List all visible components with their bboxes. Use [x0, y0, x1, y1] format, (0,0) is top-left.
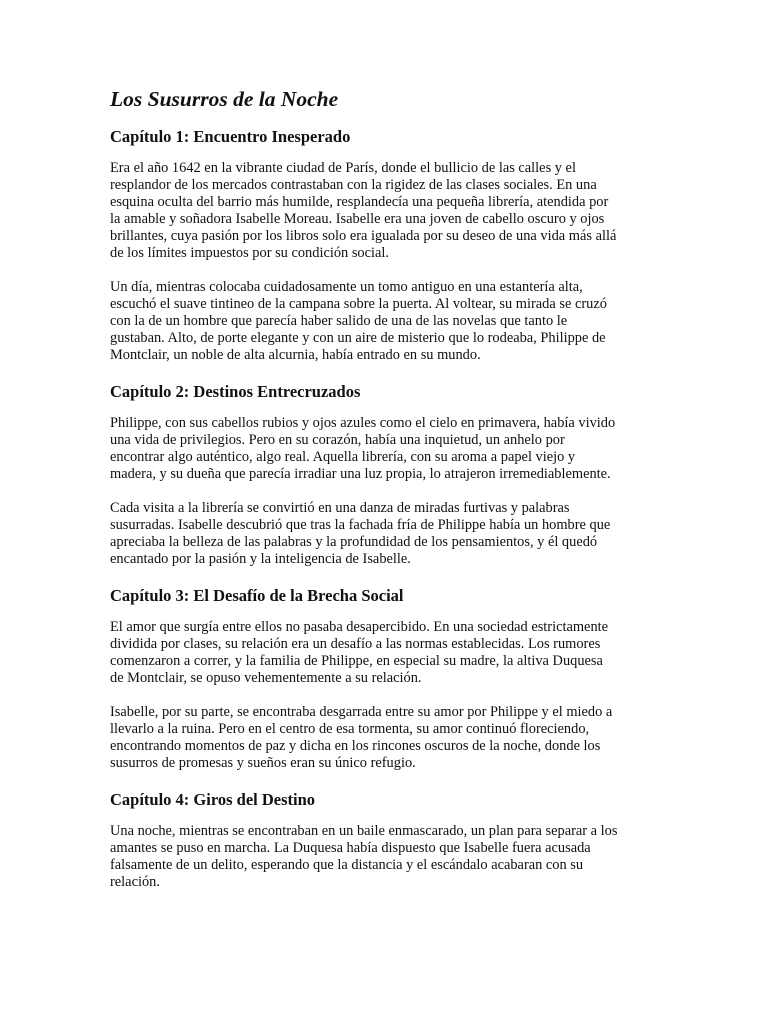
paragraph-line: relación.	[110, 874, 160, 890]
paragraph-line: apreciaba la belleza de las palabras y la profundidad de los pensamientos, y él quedó	[110, 534, 598, 550]
paragraph-line: encantado por la pasión y la inteligencia de Isabelle.	[110, 551, 411, 567]
body-paragraph	[110, 619, 658, 687]
body-paragraph	[110, 160, 658, 262]
paragraph-line: Philippe, con sus cabellos rubios y ojos azules como el cielo en primavera, había vivido	[110, 415, 616, 431]
chapter-section	[110, 126, 658, 364]
paragraph-line: la amable y soñadora Isabelle Moreau. Isabelle era una joven de cabello oscuro y ojos	[110, 211, 605, 227]
paragraph-line: dividida por clases, su relación era un desafío a las normas establecidas. Los rumores	[110, 636, 601, 652]
paragraph-line: llevarlo a la ruina. Pero en el centro de esa tormenta, su amor continuó floreciendo,	[110, 721, 590, 737]
chapter-heading: Capítulo 1: Encuentro Inesperado	[110, 127, 351, 146]
chapters-container	[110, 126, 658, 891]
paragraph-line: encontrar algo auténtico, algo real. Aquella librería, con su aroma a papel viejo y	[110, 449, 576, 465]
document-page	[110, 84, 658, 891]
paragraph-line: Isabelle, por su parte, se encontraba desgarrada entre su amor por Philippe y el miedo a	[110, 704, 613, 720]
paragraph-line: escuchó el suave tintineo de la campana sobre la puerta. Al voltear, su mirada se cruzó	[110, 296, 607, 312]
chapter-section	[110, 585, 658, 772]
paragraph-line: El amor que surgía entre ellos no pasaba desapercibido. En una sociedad estrictamente	[110, 619, 609, 635]
paragraph-line: con la de un hombre que parecía haber salido de una de las novelas que tanto le	[110, 313, 568, 329]
paragraph-line: una vida de privilegios. Pero en su corazón, había una inquietud, un anhelo por	[110, 432, 565, 448]
body-paragraph	[110, 415, 658, 483]
paragraph-line: resplandor de los mercados contrastaban con la rigidez de las clases sociales. En una	[110, 177, 597, 193]
body-paragraph	[110, 823, 658, 891]
chapter-heading: Capítulo 2: Destinos Entrecruzados	[110, 382, 361, 401]
paragraph-line: brillantes, cuya pasión por los libros solo era igualada por su deseo de una vida más allá	[110, 228, 617, 244]
body-paragraph	[110, 279, 658, 364]
paragraph-line: de los límites impuestos por su condición social.	[110, 245, 389, 261]
body-paragraph	[110, 500, 658, 568]
paragraph-line: comenzaron a correr, y la familia de Philippe, en especial su madre, la altiva Duquesa	[110, 653, 603, 669]
chapter-section	[110, 381, 658, 568]
paragraph-line: Un día, mientras colocaba cuidadosamente un tomo antiguo en una estantería alta,	[110, 279, 583, 295]
paragraph-line: madera, y su dueña que parecía irradiar una luz propia, lo atrajeron irremediablemente.	[110, 466, 611, 482]
paragraph-line: gustaban. Alto, de porte elegante y con un aire de misterio que lo rodeaba, Philippe de	[110, 330, 606, 346]
paragraph-line: esquina oculta del barrio más humilde, resplandecía una pequeña librería, atendida por	[110, 194, 609, 210]
paragraph-line: Montclair, un noble de alta alcurnia, había entrado en su mundo.	[110, 347, 481, 363]
chapter-section	[110, 789, 658, 891]
paragraph-line: amantes se puso en marcha. La Duquesa había dispuesto que Isabelle fuera acusada	[110, 840, 591, 856]
paragraph-line: Una noche, mientras se encontraban en un baile enmascarado, un plan para separar a los	[110, 823, 618, 839]
paragraph-line: Cada visita a la librería se convirtió en una danza de miradas furtivas y palabras	[110, 500, 570, 516]
paragraph-line: de Montclair, se opuso vehementemente a su relación.	[110, 670, 422, 686]
document-title: Los Susurros de la Noche	[110, 87, 339, 111]
paragraph-line: Era el año 1642 en la vibrante ciudad de París, donde el bullicio de las calles y el	[110, 160, 576, 176]
chapter-heading: Capítulo 4: Giros del Destino	[110, 790, 316, 809]
paragraph-line: encontrando momentos de paz y dicha en los rincones oscuros de la noche, donde los	[110, 738, 601, 754]
body-paragraph	[110, 704, 658, 772]
paragraph-line: susurradas. Isabelle descubrió que tras la fachada fría de Philippe había un hombre que	[110, 517, 611, 533]
chapter-heading: Capítulo 3: El Desafío de la Brecha Social	[110, 586, 404, 605]
paragraph-line: susurros de promesas y sueños eran su único refugio.	[110, 755, 416, 771]
paragraph-line: falsamente de un delito, esperando que la distancia y el escándalo acabaran con su	[110, 857, 584, 873]
